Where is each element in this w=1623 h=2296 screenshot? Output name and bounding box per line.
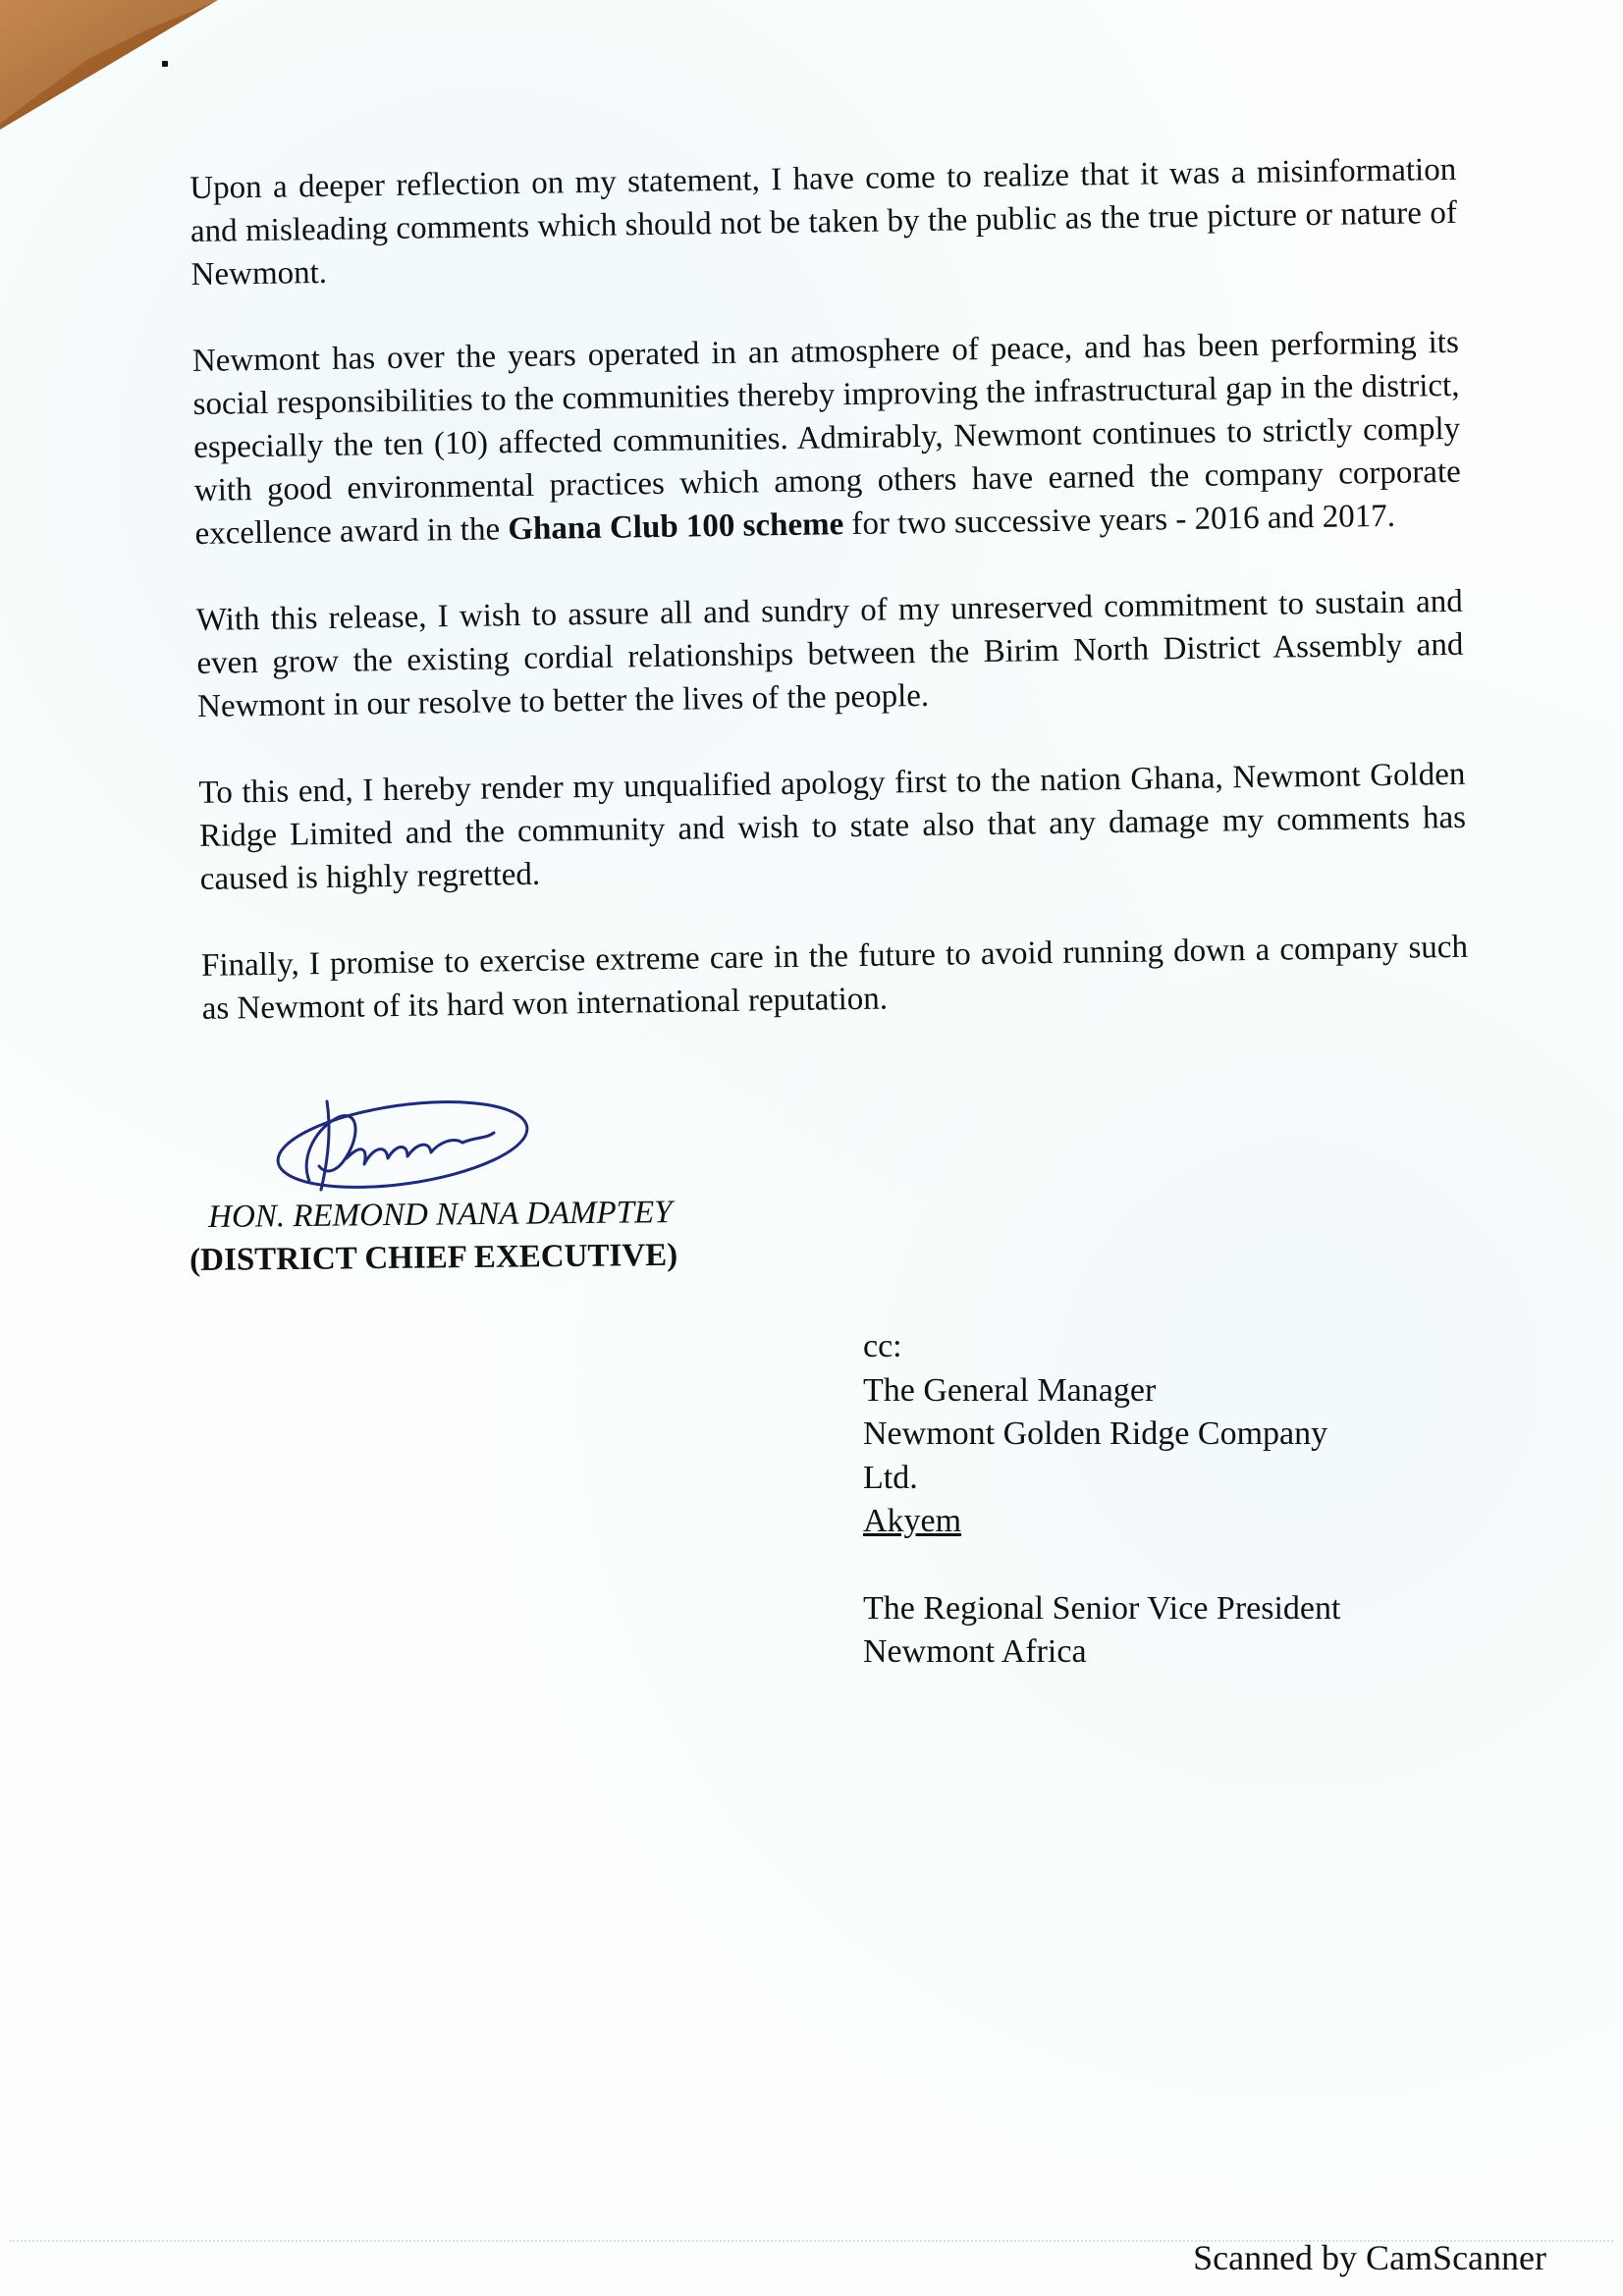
cc-recipient-2-line: The Regional Senior Vice President — [863, 1589, 1341, 1627]
letter-body — [189, 148, 1470, 1074]
cc-recipient-1-location: Akyem — [863, 1503, 962, 1539]
cc-recipient-1-line: Newmont Golden Ridge Company — [863, 1415, 1328, 1452]
cc-recipient-1-line: The General Manager — [863, 1371, 1157, 1409]
cc-recipient-2-line: Newmont Africa — [863, 1633, 1087, 1670]
cc-recipient-1-line: Ltd. — [863, 1459, 918, 1496]
signatory-title: (DISTRICT CHIEF EXECUTIVE) — [189, 1237, 678, 1278]
paragraph-1: Upon a deeper reflection on my statement, I have come to realize that it was a misinformation and misleading comments which should not be taken by the public as the true picture or nature of Newmont. — [189, 151, 1458, 293]
paragraph-4: To this end, I hereby render my unqualified apology first to the nation Ghana, Newmont Golden Ridge Limited and the community and wish to state also that any damage my comments has caused is highly regretted. — [198, 756, 1467, 897]
paragraph-3: With this release, I wish to assure all and sundry of my unreserved commitment to sustain and even grow the existing cordial relationships between the Birim North District Assembly and Newmont in our resolve to better the lives of the people. — [195, 583, 1464, 724]
torn-corner — [0, 0, 226, 133]
scan-speck — [162, 61, 168, 67]
paragraph-2-text-end: for two successive years - 2016 and 2017. — [843, 498, 1396, 543]
scanner-watermark: Scanned by CamScanner — [1193, 2238, 1546, 2277]
cc-block — [863, 1325, 1413, 1675]
cc-label: cc: — [863, 1328, 902, 1364]
paragraph-2 — [192, 321, 1462, 556]
paragraph-2-text: Newmont has over the years operated in an atmosphere of peace, and has been performing its social responsibilities to the communities thereby improving the infrastructural gap in the district, especially the ten (10) affected communities. Admirably, Newmont continues to strictly comply with good environmental practices which among others have earned the company corporate excellence award in the — [191, 324, 1462, 552]
paragraph-5: Finally, I promise to exercise extreme care in the future to avoid running down a company such as Newmont of its hard won international reputation. — [200, 929, 1469, 1027]
ghana-club-100-emphasis: Ghana Club 100 scheme — [508, 507, 844, 548]
signatory-name: HON. REMOND NANA DAMPTEY — [208, 1195, 673, 1235]
cc-spacer — [863, 1544, 1413, 1587]
